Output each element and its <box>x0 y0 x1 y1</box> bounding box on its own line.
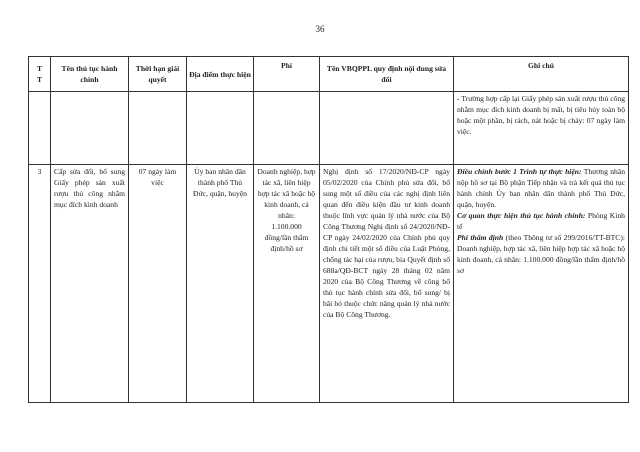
location: Ủy ban nhân dân thành phố Thủ Đức, quận, huyện <box>187 165 254 403</box>
procedures-table <box>28 56 629 403</box>
fee <box>254 165 320 403</box>
notes-fee-heading: Phí thẩm định <box>457 233 504 242</box>
header-fee: Phí <box>254 57 320 92</box>
header-legal-basis: Tên VBQPPL quy định nội dung sửa đổi <box>320 57 454 92</box>
fee-text: Doanh nghiệp, hợp tác xã, liên hiệp hợp tác xã hoặc hộ kinh doanh, cá nhân: <box>257 167 316 220</box>
notes-procedure-text: Thương nhân nộp hồ sơ tại Bộ phận Tiếp nhận và trả kết quả thủ tục hành chính Ủy ban nhân dân thành phố Thủ Đức, quận, huyện. <box>457 167 625 209</box>
procedure-name: Cấp sửa đổi, bổ sung Giấy phép sản xuất rượu thủ công nhằm mục đích kinh doanh <box>51 165 129 403</box>
notes <box>454 165 629 403</box>
notes-fee-text: (theo Thông tư số 299/2016/TT-BTC): Doanh nghiệp, hợp tác xã, liên hiệp hợp tác xã hoặc hộ kinh doanh, cá nhân: 1.100.000 đồng/lần thẩm định/hồ sơ <box>457 233 625 275</box>
header-location: Địa điểm thực hiện <box>187 57 254 92</box>
table-row <box>29 165 629 403</box>
notes-agency-heading: Cơ quan thực hiện thủ tục hành chính: <box>457 211 586 220</box>
fee-unit: đồng/lần thẩm định/hồ sơ <box>264 233 309 253</box>
deadline: 07 ngày làm việc <box>129 165 187 403</box>
header-notes: Ghi chú <box>454 57 629 92</box>
legal-basis: Nghị định số 17/2020/NĐ-CP ngày 05/02/2020 của Chính phủ sửa đổi, bổ sung một số điều của các nghị định liên quan đến điều kiện đầu tư kinh doanh thuộc lĩnh vực quản lý nhà nước của Bộ Công Thương Nghị định số 24/2020/NĐ-CP ngày 24/02/2020 của Chính phủ quy định chi tiết một số điều của Luật Phòng, chống tác hại của rượu, bia Quyết định số 688a/QĐ-BCT ngày 28 tháng 02 năm 2020 của Bộ Công Thương về công bố thủ tục hành chính sửa đổi, bổ sung/ bị bãi bỏ thuộc chức năng quản lý nhà nước của Bộ Công Thương. <box>320 165 454 403</box>
continuation-note: - Trường hợp cấp lại Giấy phép sản xuất rượu thủ công nhằm mục đích kinh doanh bị mất, bị tiêu hủy toàn bộ hoặc một phần, bị rách, nát hoặc bị cháy: 07 ngày làm việc. <box>454 92 629 165</box>
continuation-row <box>29 92 629 165</box>
notes-procedure-heading: Điều chỉnh bước 1 Trình tự thực hiện: <box>457 167 582 176</box>
row-number: 3 <box>29 165 51 403</box>
page-number: 36 <box>315 24 325 34</box>
header-deadline: Thời hạn giải quyết <box>129 57 187 92</box>
header-tt: T T <box>29 57 51 92</box>
header-row <box>29 57 629 92</box>
fee-amount: 1.100.000 <box>271 222 302 231</box>
header-procedure: Tên thủ tục hành chính <box>51 57 129 92</box>
notes-agency-text: Phòng Kinh tế <box>457 211 625 231</box>
